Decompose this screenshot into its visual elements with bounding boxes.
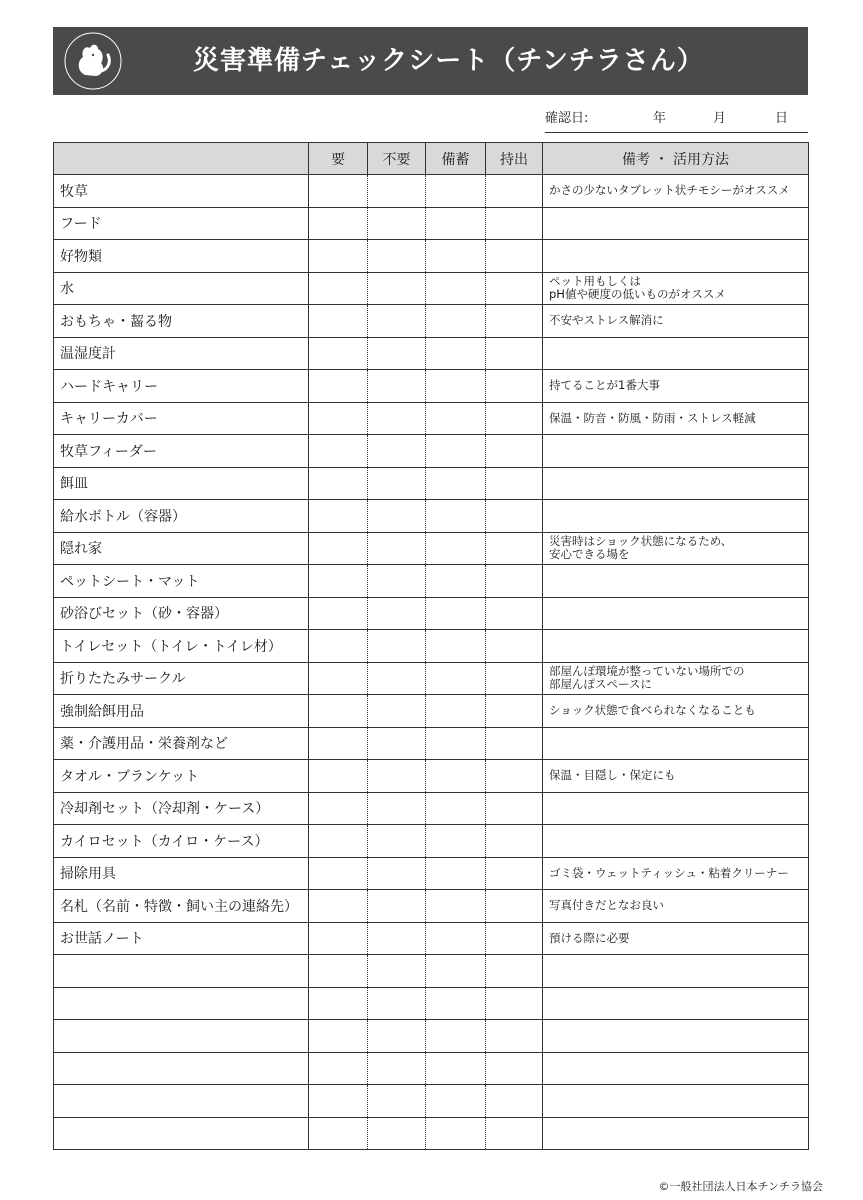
- carry-checkbox-cell[interactable]: [486, 1117, 543, 1150]
- row-note: ゴミ袋・ウェットティッシュ・粘着クリーナー: [543, 857, 809, 890]
- carry-checkbox-cell[interactable]: [486, 597, 543, 630]
- stock-checkbox-cell[interactable]: [426, 597, 486, 630]
- not-need-checkbox-cell[interactable]: [368, 792, 426, 825]
- not-need-checkbox-cell[interactable]: [368, 727, 426, 760]
- stock-checkbox-cell[interactable]: [426, 402, 486, 435]
- stock-checkbox-cell[interactable]: [426, 175, 486, 208]
- footer-copyright: ©一般社団法人日本チンチラ協会: [658, 1180, 823, 1193]
- need-checkbox-cell[interactable]: [309, 922, 368, 955]
- stock-checkbox-cell[interactable]: [426, 760, 486, 793]
- column-header-item: [54, 143, 309, 175]
- stock-checkbox-cell[interactable]: [426, 1020, 486, 1053]
- stock-checkbox-cell[interactable]: [426, 955, 486, 988]
- stock-checkbox-cell[interactable]: [426, 857, 486, 890]
- need-checkbox-cell[interactable]: [309, 532, 368, 565]
- carry-checkbox-cell[interactable]: [486, 305, 543, 338]
- carry-checkbox-cell[interactable]: [486, 207, 543, 240]
- carry-checkbox-cell[interactable]: [486, 825, 543, 858]
- need-checkbox-cell[interactable]: [309, 630, 368, 663]
- carry-checkbox-cell[interactable]: [486, 272, 543, 305]
- not-need-checkbox-cell[interactable]: [368, 825, 426, 858]
- not-need-checkbox-cell[interactable]: [368, 305, 426, 338]
- carry-checkbox-cell[interactable]: [486, 370, 543, 403]
- table-row: [54, 597, 809, 630]
- row-item-label: フード: [54, 207, 309, 240]
- need-checkbox-cell[interactable]: [309, 1020, 368, 1053]
- confirm-date-line: [545, 105, 808, 133]
- row-item-label: ハードキャリー: [54, 370, 309, 403]
- row-note: かさの少ないタブレット状チモシーがオススメ: [543, 175, 809, 208]
- row-item-label: 好物類: [54, 240, 309, 273]
- not-need-checkbox-cell[interactable]: [368, 1117, 426, 1150]
- table-header-row: [54, 143, 809, 175]
- carry-checkbox-cell[interactable]: [486, 922, 543, 955]
- not-need-checkbox-cell[interactable]: [368, 1052, 426, 1085]
- not-need-checkbox-cell[interactable]: [368, 565, 426, 598]
- table-row: [54, 305, 809, 338]
- not-need-checkbox-cell[interactable]: [368, 467, 426, 500]
- row-note: 預ける際に必要: [543, 922, 809, 955]
- stock-checkbox-cell[interactable]: [426, 467, 486, 500]
- row-item-label: 掃除用具: [54, 857, 309, 890]
- not-need-checkbox-cell[interactable]: [368, 630, 426, 663]
- table-row: [54, 987, 809, 1020]
- stock-checkbox-cell[interactable]: [426, 922, 486, 955]
- need-checkbox-cell[interactable]: [309, 500, 368, 533]
- need-checkbox-cell[interactable]: [309, 695, 368, 728]
- need-checkbox-cell[interactable]: [309, 857, 368, 890]
- table-row: [54, 467, 809, 500]
- table-row: [54, 630, 809, 663]
- not-need-checkbox-cell[interactable]: [368, 922, 426, 955]
- row-item-label: 温湿度計: [54, 337, 309, 370]
- row-note: [543, 630, 809, 663]
- table-row: [54, 240, 809, 273]
- need-checkbox-cell[interactable]: [309, 305, 368, 338]
- not-need-checkbox-cell[interactable]: [368, 1085, 426, 1118]
- confirm-day-label: 日: [775, 111, 789, 126]
- row-note: [543, 1052, 809, 1085]
- row-item-label: 強制給餌用品: [54, 695, 309, 728]
- row-note: [543, 240, 809, 273]
- table-row: [54, 1020, 809, 1053]
- table-row: [54, 857, 809, 890]
- need-checkbox-cell[interactable]: [309, 337, 368, 370]
- need-checkbox-cell[interactable]: [309, 240, 368, 273]
- need-checkbox-cell[interactable]: [309, 987, 368, 1020]
- need-checkbox-cell[interactable]: [309, 1052, 368, 1085]
- table-row: [54, 955, 809, 988]
- row-item-label: ペットシート・マット: [54, 565, 309, 598]
- row-note: [543, 500, 809, 533]
- stock-checkbox-cell[interactable]: [426, 987, 486, 1020]
- not-need-checkbox-cell[interactable]: [368, 532, 426, 565]
- carry-checkbox-cell[interactable]: [486, 955, 543, 988]
- need-checkbox-cell[interactable]: [309, 955, 368, 988]
- carry-checkbox-cell[interactable]: [486, 662, 543, 695]
- stock-checkbox-cell[interactable]: [426, 792, 486, 825]
- row-item-label: 名札（名前・特徴・飼い主の連絡先）: [54, 890, 309, 923]
- need-checkbox-cell[interactable]: [309, 207, 368, 240]
- stock-checkbox-cell[interactable]: [426, 337, 486, 370]
- need-checkbox-cell[interactable]: [309, 792, 368, 825]
- stock-checkbox-cell[interactable]: [426, 825, 486, 858]
- table-row: [54, 435, 809, 468]
- row-item-label: タオル・ブランケット: [54, 760, 309, 793]
- not-need-checkbox-cell[interactable]: [368, 337, 426, 370]
- stock-checkbox-cell[interactable]: [426, 1052, 486, 1085]
- need-checkbox-cell[interactable]: [309, 1117, 368, 1150]
- stock-checkbox-cell[interactable]: [426, 532, 486, 565]
- row-note: [543, 207, 809, 240]
- not-need-checkbox-cell[interactable]: [368, 370, 426, 403]
- row-note: 写真付きだとなお良い: [543, 890, 809, 923]
- carry-checkbox-cell[interactable]: [486, 630, 543, 663]
- stock-checkbox-cell[interactable]: [426, 207, 486, 240]
- not-need-checkbox-cell[interactable]: [368, 175, 426, 208]
- row-item-label: [54, 955, 309, 988]
- row-item-label: お世話ノート: [54, 922, 309, 955]
- table-row: [54, 402, 809, 435]
- stock-checkbox-cell[interactable]: [426, 1085, 486, 1118]
- row-note: 災害時はショック状態になるため、 安心できる場を: [543, 532, 809, 565]
- row-note: [543, 955, 809, 988]
- column-header-not-need: 不要: [368, 143, 426, 175]
- stock-checkbox-cell[interactable]: [426, 727, 486, 760]
- stock-checkbox-cell[interactable]: [426, 272, 486, 305]
- row-note: [543, 1085, 809, 1118]
- row-note: [543, 987, 809, 1020]
- need-checkbox-cell[interactable]: [309, 402, 368, 435]
- need-checkbox-cell[interactable]: [309, 662, 368, 695]
- table-row: [54, 662, 809, 695]
- not-need-checkbox-cell[interactable]: [368, 597, 426, 630]
- carry-checkbox-cell[interactable]: [486, 337, 543, 370]
- row-item-label: 折りたたみサークル: [54, 662, 309, 695]
- row-note: [543, 727, 809, 760]
- need-checkbox-cell[interactable]: [309, 825, 368, 858]
- table-row: [54, 1117, 809, 1150]
- row-note: ペット用もしくは pH値や硬度の低いものがオススメ: [543, 272, 809, 305]
- carry-checkbox-cell[interactable]: [486, 727, 543, 760]
- need-checkbox-cell[interactable]: [309, 1085, 368, 1118]
- table-row: [54, 532, 809, 565]
- row-item-label: 隠れ家: [54, 532, 309, 565]
- not-need-checkbox-cell[interactable]: [368, 857, 426, 890]
- carry-checkbox-cell[interactable]: [486, 467, 543, 500]
- carry-checkbox-cell[interactable]: [486, 1052, 543, 1085]
- not-need-checkbox-cell[interactable]: [368, 207, 426, 240]
- row-note: [543, 565, 809, 598]
- confirm-month-label: 月: [713, 111, 727, 126]
- stock-checkbox-cell[interactable]: [426, 662, 486, 695]
- table-row: [54, 890, 809, 923]
- carry-checkbox-cell[interactable]: [486, 1020, 543, 1053]
- chinchilla-logo-icon: [63, 31, 123, 91]
- row-note: [543, 467, 809, 500]
- column-header-notes: 備考 ・ 活用方法: [543, 143, 809, 175]
- carry-checkbox-cell[interactable]: [486, 760, 543, 793]
- row-item-label: 牧草: [54, 175, 309, 208]
- row-item-label: 給水ボトル（容器）: [54, 500, 309, 533]
- row-item-label: [54, 1020, 309, 1053]
- table-row: [54, 500, 809, 533]
- row-item-label: 水: [54, 272, 309, 305]
- stock-checkbox-cell[interactable]: [426, 890, 486, 923]
- not-need-checkbox-cell[interactable]: [368, 1020, 426, 1053]
- row-item-label: トイレセット（トイレ・トイレ材）: [54, 630, 309, 663]
- table-row: [54, 1052, 809, 1085]
- row-note: [543, 1117, 809, 1150]
- row-item-label: [54, 1117, 309, 1150]
- not-need-checkbox-cell[interactable]: [368, 955, 426, 988]
- need-checkbox-cell[interactable]: [309, 435, 368, 468]
- stock-checkbox-cell[interactable]: [426, 695, 486, 728]
- column-header-need: 要: [309, 143, 368, 175]
- row-note: [543, 597, 809, 630]
- stock-checkbox-cell[interactable]: [426, 630, 486, 663]
- row-item-label: 餌皿: [54, 467, 309, 500]
- row-item-label: カイロセット（カイロ・ケース）: [54, 825, 309, 858]
- carry-checkbox-cell[interactable]: [486, 890, 543, 923]
- table-row: [54, 727, 809, 760]
- carry-checkbox-cell[interactable]: [486, 987, 543, 1020]
- carry-checkbox-cell[interactable]: [486, 857, 543, 890]
- table-row: [54, 370, 809, 403]
- row-item-label: キャリーカバー: [54, 402, 309, 435]
- header-bar: [53, 27, 808, 95]
- need-checkbox-cell[interactable]: [309, 597, 368, 630]
- carry-checkbox-cell[interactable]: [486, 435, 543, 468]
- row-item-label: 冷却剤セット（冷却剤・ケース）: [54, 792, 309, 825]
- table-row: [54, 792, 809, 825]
- row-note: [543, 1020, 809, 1053]
- stock-checkbox-cell[interactable]: [426, 370, 486, 403]
- stock-checkbox-cell[interactable]: [426, 500, 486, 533]
- row-item-label: おもちゃ・齧る物: [54, 305, 309, 338]
- not-need-checkbox-cell[interactable]: [368, 890, 426, 923]
- row-item-label: 薬・介護用品・栄養剤など: [54, 727, 309, 760]
- stock-checkbox-cell[interactable]: [426, 435, 486, 468]
- confirm-date-label: 確認日:: [545, 111, 589, 126]
- need-checkbox-cell[interactable]: [309, 272, 368, 305]
- need-checkbox-cell[interactable]: [309, 565, 368, 598]
- row-note: [543, 337, 809, 370]
- stock-checkbox-cell[interactable]: [426, 305, 486, 338]
- table-row: [54, 565, 809, 598]
- carry-checkbox-cell[interactable]: [486, 532, 543, 565]
- page-title: 災害準備チェックシート（チンチラさん）: [193, 46, 704, 76]
- not-need-checkbox-cell[interactable]: [368, 695, 426, 728]
- table-row: [54, 272, 809, 305]
- not-need-checkbox-cell[interactable]: [368, 402, 426, 435]
- need-checkbox-cell[interactable]: [309, 727, 368, 760]
- stock-checkbox-cell[interactable]: [426, 565, 486, 598]
- table-row: [54, 1085, 809, 1118]
- table-row: [54, 695, 809, 728]
- row-note: 部屋んぽ環境が整っていない場所での 部屋んぽスペースに: [543, 662, 809, 695]
- row-note: [543, 825, 809, 858]
- row-item-label: 砂浴びセット（砂・容器）: [54, 597, 309, 630]
- row-note: 持てることが1番大事: [543, 370, 809, 403]
- column-header-carry: 持出: [486, 143, 543, 175]
- not-need-checkbox-cell[interactable]: [368, 272, 426, 305]
- carry-checkbox-cell[interactable]: [486, 1085, 543, 1118]
- row-item-label: 牧草フィーダー: [54, 435, 309, 468]
- table-row: [54, 207, 809, 240]
- carry-checkbox-cell[interactable]: [486, 500, 543, 533]
- row-note: 保温・防音・防風・防雨・ストレス軽減: [543, 402, 809, 435]
- not-need-checkbox-cell[interactable]: [368, 240, 426, 273]
- row-note: [543, 792, 809, 825]
- need-checkbox-cell[interactable]: [309, 467, 368, 500]
- not-need-checkbox-cell[interactable]: [368, 760, 426, 793]
- not-need-checkbox-cell[interactable]: [368, 500, 426, 533]
- column-header-stock: 備蓄: [426, 143, 486, 175]
- carry-checkbox-cell[interactable]: [486, 792, 543, 825]
- carry-checkbox-cell[interactable]: [486, 240, 543, 273]
- checklist-table: [53, 142, 809, 1150]
- need-checkbox-cell[interactable]: [309, 890, 368, 923]
- row-item-label: [54, 1085, 309, 1118]
- need-checkbox-cell[interactable]: [309, 760, 368, 793]
- row-item-label: [54, 987, 309, 1020]
- not-need-checkbox-cell[interactable]: [368, 987, 426, 1020]
- table-row: [54, 337, 809, 370]
- carry-checkbox-cell[interactable]: [486, 402, 543, 435]
- carry-checkbox-cell[interactable]: [486, 695, 543, 728]
- table-row: [54, 922, 809, 955]
- row-note: 保温・目隠し・保定にも: [543, 760, 809, 793]
- carry-checkbox-cell[interactable]: [486, 565, 543, 598]
- table-row: [54, 825, 809, 858]
- table-row: [54, 175, 809, 208]
- row-item-label: [54, 1052, 309, 1085]
- row-note: ショック状態で食べられなくなることも: [543, 695, 809, 728]
- stock-checkbox-cell[interactable]: [426, 1117, 486, 1150]
- stock-checkbox-cell[interactable]: [426, 240, 486, 273]
- table-row: [54, 760, 809, 793]
- need-checkbox-cell[interactable]: [309, 370, 368, 403]
- not-need-checkbox-cell[interactable]: [368, 435, 426, 468]
- need-checkbox-cell[interactable]: [309, 175, 368, 208]
- carry-checkbox-cell[interactable]: [486, 175, 543, 208]
- row-note: 不安やストレス解消に: [543, 305, 809, 338]
- row-note: [543, 435, 809, 468]
- confirm-year-label: 年: [653, 111, 667, 126]
- not-need-checkbox-cell[interactable]: [368, 662, 426, 695]
